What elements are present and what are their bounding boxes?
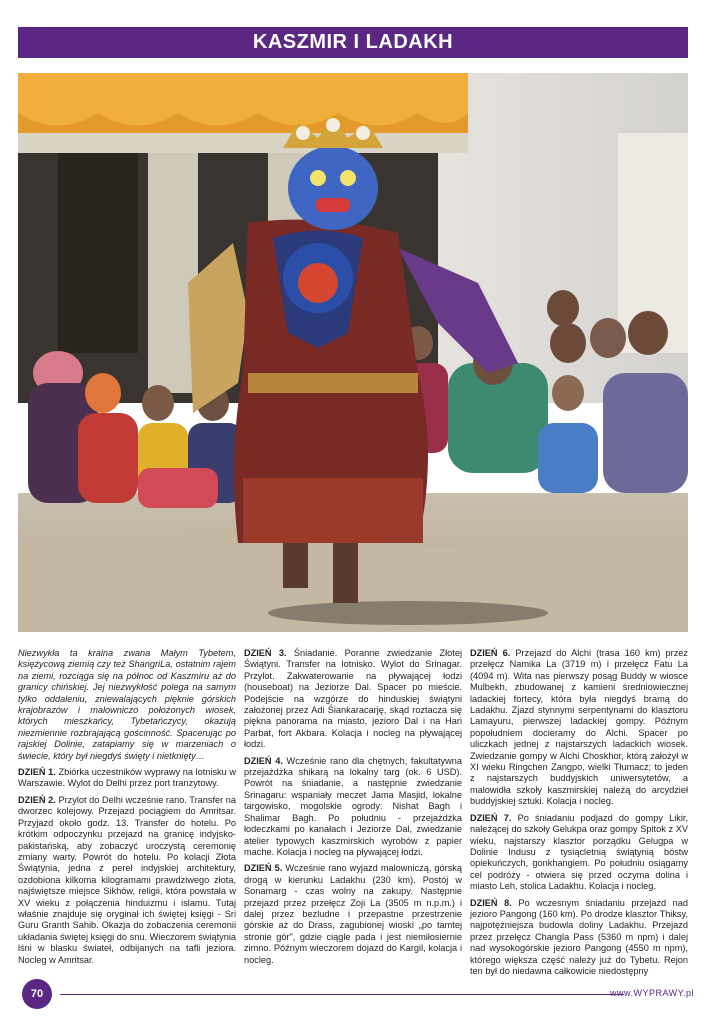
day-label: DZIEŃ 6. xyxy=(470,648,511,658)
page-title: KASZMIR I LADAKH xyxy=(18,27,688,58)
column-2 xyxy=(244,648,462,971)
day-text: Po wczesnym śniadaniu przejazd nad jezioro Pangong (160 km). Po drodze klasztor Thiksy, najpotężniejsza budowla doliny Ladakhu. Przejazd przez przełęcz Changla Pass (5360 m npm) i dalej nad wysokogórskie jezioro Pangong (4550 m npm), którego większa część należy już do Tybetu. Rejon ten był do niedawna całkowicie niedostępny xyxy=(470,897,689,976)
day-7 xyxy=(470,813,688,893)
article-body xyxy=(18,648,688,978)
day-5 xyxy=(244,863,462,966)
day-3 xyxy=(244,648,462,751)
day-text: Przejazd do Alchi (trasa 160 km) przez przełęcz Namika La (3719 m) i przełęcz Fatu La (4094 m). Wita nas pierwszy posąg Buddy w wiosce Mulbekh, zbudowanej z kamieni średniowiecznej ladackiej fortecy, która była niegdyś bramą do Ladakhu. Zjazd stynnymi serpentynami do klasztoru Lamayuru, pierwszej ladackiej gompy. Późnym popołudniem docieramy do Alchi. Spacer po uliczkach jednej z najstarszych ladackich wiosek. Zwiedzanie gompy w Alchi Choskhor, którą założył w XI wieku Ringchen Zangpo, wielki Tłumacz; to jeden z najstarszych buddyjskich uniwersytetów, a malowidła szkoły kaszmirskiej należą do arcydzieł buddyjskiej sztuki. Kolacja i nocleg. xyxy=(470,648,688,807)
column-1 xyxy=(18,648,236,971)
page-number: 70 xyxy=(22,979,52,1009)
day-label: DZIEŃ 8. xyxy=(470,897,512,908)
day-8 xyxy=(470,898,688,978)
day-text: Zbiórka uczestników wyprawy na lotnisku w Warszawie. Wylot do Delhi przez port tranzytowy. xyxy=(18,767,236,789)
day-4 xyxy=(244,756,462,859)
day-text: Przylot do Delhi wcześnie rano. Transfer na dworzec kolejowy. Przejazd pociągiem do Amritsar. Przyjazd około godz. 13. Transfer do hotelu. Po krótkim odpoczynku przejazd na granicę indyjsko-pakistańską, aby zobaczyć uroczystą ceremonię zmiany warty. Powrót do hotelu. Po kolacji Złota Świątynia, jedna z pereł indyjskiej architektury, ozdobiona kilkoma kilogramami prawdziwego złota, najświętsze miejsce Sikhów, religii, która powstała w XV wieku z połączenia hinduizmu i islamu. Tutaj właśnie znajduje się oryginał ich świętej księgi - Sri Guru Granth Sahib. Okazja do zobaczenia ceremonii układania świętej księgi do snu. Wieczorem świątynia lśni w blasku świateł, odbijanych na tafli jeziora. Nocleg w Amritsar. xyxy=(18,794,237,965)
day-6 xyxy=(470,648,688,808)
day-label: DZIEŃ 2. xyxy=(18,794,56,805)
day-1 xyxy=(18,767,236,790)
day-text: Śniadanie. Poranne zwiedzanie Złotej Świątyni. Transfer na lotnisko. Wylot do Srinagar. Przylot. Zakwaterowanie na pływającej łodzi (houseboat) na Jeziorze Dal. Spacer po mieście. Podejście na wzgórze do hinduskiej świątyni założonej przez Adi Śiankaracarję, skąd roztacza się piękna panorama na miasto, jezioro Dal i na Hari Parbat, fort Akbara. Kolacja i nocleg na pływającej łodzi. xyxy=(244,648,462,750)
day-2 xyxy=(18,795,236,966)
day-text: Wcześnie rano wyjazd malowniczą, górską drogą w kierunku Ladakhu (230 km). Postój w Sonamarg - czas wolny na zakupy. Następnie przejazd przez przełęcz Zoji La (3505 m n.p.m.) i dalej przez bezludne i przepastne przestrzenie górskie aż do Drass, zagubionej wioski „po tamtej stronie gór", gdzie ciągle pada i jest niemiłosiernie zimno. Późnym wieczorem dojazd do Kargil, kolacja i nocleg. xyxy=(244,863,463,965)
intro-paragraph: Niezwykła ta kraina zwana Małym Tybetem, księżycową ziemią czy też ShangriLa, ostatnim rajem na ziemi, rozciąga się na północ od Kaszmiru aż do granicy chińskiej. Jej niezwykłość polega na samym tylko oddaleniu, zniewalających pięknie górskich krajobrazów i malowniczo położonych wiosek, których mieszkańcy, Tybetańczycy, okazują niezmiennie rozbrajającą gościnność. Spacerując po rajskiej Dolinie, zatapiamy się w marzeniach o świecie, który był niegdyś święty i nietknięty… xyxy=(18,648,236,761)
day-label: DZIEŃ 3. xyxy=(244,648,287,658)
cham-dance-photo xyxy=(18,73,688,632)
day-text: Wcześnie rano dla chętnych, fakultatywna przejażdżka shikarą na lokalny targ (ok. 6 USD). Powrót na śniadanie, a następnie zwiedzanie Srinagaru: wspaniały meczet Jama Masjid, lokalne targowisko, mogolskie ogrody: Nishat Bagh i Shalimar Bagh. Po południu - przejażdżka łodeczkami po kanałach i Jeziorze Dal, zwiedzanie atelier typowych kaszmirskich wyrobów z papier mache. Kolacja i nocleg na pływającej łodzi. xyxy=(244,755,462,857)
day-label: DZIEŃ 7. xyxy=(470,812,512,823)
day-text: Po śniadaniu podjazd do gompy Likir, należącej do szkoły Gelukpa oraz gompy Spitok z XV wieku, najstarszy klasztor porządku Gelugpa w Dolinie Indusu z tysiącletnią świątynią bóstw opiekuńczych, gonkhangiem. Po południu osiągamy cel podróży - otwiera się przed oczyma dolina i miasto Leh, stolica Ladakhu. Kolacja i nocleg. xyxy=(470,812,688,892)
day-label: DZIEŃ 5. xyxy=(244,863,283,874)
website-link[interactable]: www.WYPRAWY.pl xyxy=(609,988,694,998)
masked-dancer-icon xyxy=(18,73,688,632)
day-label: DZIEŃ 4. xyxy=(244,755,283,766)
footer-divider xyxy=(60,994,624,995)
day-label: DZIEŃ 1. xyxy=(18,767,56,778)
column-3 xyxy=(470,648,688,982)
